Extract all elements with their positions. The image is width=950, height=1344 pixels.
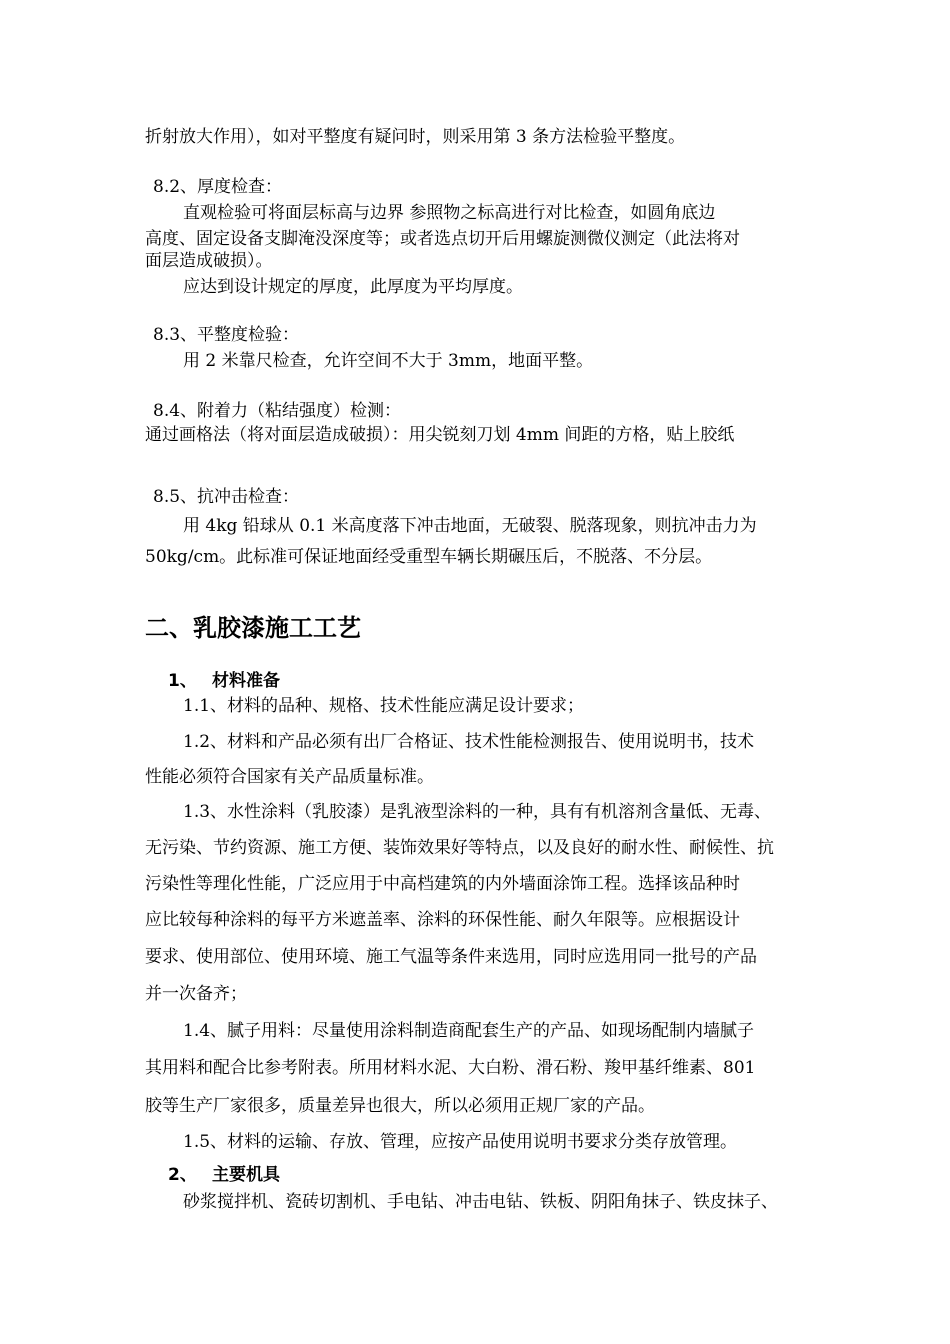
- paragraph-line: 直观检验可将面层标高与边界 参照物之标高进行对比检查，如圆角底边: [183, 203, 716, 223]
- paragraph-line: 要求、使用部位、使用环境、施工气温等条件来选用，同时应选用同一批号的产品: [145, 947, 757, 967]
- part-2-title: 二、乳胶漆施工工艺: [145, 614, 361, 642]
- subsection-title: 主要机具: [212, 1165, 280, 1185]
- paragraph-line: 1.5、材料的运输、存放、管理，应按产品使用说明书要求分类存放管理。: [183, 1132, 738, 1152]
- subsection-number: 2、: [168, 1165, 197, 1185]
- paragraph-line: 并一次备齐；: [145, 984, 247, 1004]
- subsection-title: 材料准备: [212, 671, 280, 691]
- paragraph-line: 通过画格法（将对面层造成破损）：用尖锐刻刀划 4mm 间距的方格，贴上胶纸: [145, 425, 735, 445]
- paragraph-line: 用 4kg 铅球从 0.1 米高度落下冲击地面，无破裂、脱落现象，则抗冲击力为: [183, 516, 757, 536]
- paragraph-line: 性能必须符合国家有关产品质量标准。: [145, 767, 434, 787]
- section-8-2-heading: 8.2、厚度检查：: [153, 177, 283, 197]
- paragraph-line: 1.4、腻子用料：尽量使用涂料制造商配套生产的产品、如现场配制内墙腻子: [183, 1021, 755, 1041]
- paragraph-line: 面层造成破损）。: [145, 251, 273, 271]
- paragraph-line: 砂浆搅拌机、瓷砖切割机、手电钻、冲击电钻、铁板、阴阳角抹子、铁皮抹子、: [183, 1192, 778, 1212]
- subsection-number: 1、: [168, 671, 197, 691]
- paragraph-line: 1.2、材料和产品必须有出厂合格证、技术性能检测报告、使用说明书，技术: [183, 732, 755, 752]
- paragraph-line: 胶等生产厂家很多，质量差异也很大，所以必须用正规厂家的产品。: [145, 1096, 655, 1116]
- subsection-1-heading: [168, 670, 280, 692]
- section-8-5-heading: 8.5、抗冲击检查：: [153, 487, 300, 507]
- paragraph-line: 折射放大作用），如对平整度有疑问时，则采用第 3 条方法检验平整度。: [145, 127, 686, 147]
- paragraph-line: 应达到设计规定的厚度，此厚度为平均厚度。: [183, 277, 523, 297]
- paragraph-line: 其用料和配合比参考附表。所用材料水泥、大白粉、滑石粉、羧甲基纤维素、801: [145, 1058, 756, 1078]
- paragraph-line: 应比较每种涂料的每平方米遮盖率、涂料的环保性能、耐久年限等。应根据设计: [145, 910, 740, 930]
- paragraph-line: 污染性等理化性能，广泛应用于中高档建筑的内外墙面涂饰工程。选择该品种时: [145, 874, 740, 894]
- section-8-4-heading: 8.4、附着力（粘结强度）检测：: [153, 401, 402, 421]
- paragraph-line: 高度、固定设备支脚淹没深度等；或者选点切开后用螺旋测微仪测定（此法将对: [145, 229, 740, 249]
- section-8-3-heading: 8.3、平整度检验：: [153, 325, 300, 345]
- paragraph-line: 1.1、材料的品种、规格、技术性能应满足设计要求；: [183, 696, 585, 716]
- paragraph-line: 1.3、水性涂料（乳胶漆）是乳液型涂料的一种，具有有机溶剂含量低、无毒、: [183, 802, 772, 822]
- paragraph-line: 用 2 米靠尺检查，允许空间不大于 3mm，地面平整。: [183, 351, 594, 371]
- paragraph-line: 50kg/cm。此标准可保证地面经受重型车辆长期碾压后，不脱落、不分层。: [145, 547, 713, 567]
- subsection-2-heading: [168, 1164, 280, 1186]
- paragraph-line: 无污染、节约资源、施工方便、装饰效果好等特点，以及良好的耐水性、耐候性、抗: [145, 838, 774, 858]
